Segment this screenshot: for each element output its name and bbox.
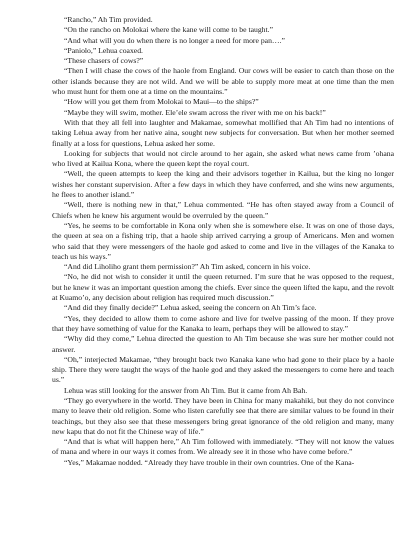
paragraph: Lehua was still looking for the answer from Ah Tim. But it came from Ah Bah. xyxy=(64,385,308,395)
paragraph: “Why did they come,” Lehua directed the question to Ah Tim because she was sure her mother could not answer. xyxy=(52,334,394,354)
paragraph: “And did they finally decide?” Lehua asked, seeing the concern on Ah Tim’s face. xyxy=(64,303,317,313)
paragraph: “Yes,” Makamae nodded. “Already they have trouble in their own countries. One of the Kana- xyxy=(64,457,355,467)
paragraph: “Paniolo,” Lehua coaxed. xyxy=(64,45,143,55)
paragraph: “They go everywhere in the world. They have been in China for many makahiki, but they do not convince many to leave their old religion. Some who listen carefully see that there are similar values to be found in their teachings, but they also see that these messengers bring great ignorance of the old religion and many, many new kapu that do not fit the Chinese way of life.” xyxy=(52,395,394,436)
paragraph: “Rancho,” Ah Tim provided. xyxy=(64,15,153,24)
paragraph: “Yes, he seems to be comfortable in Kona only when she is somewhere else. It was on one of those days, the queen at sea on a fishing trip, that a haole ship arrived carrying a group of Americans. Men and women who said that they were messengers of the haole god asked to come and live in the villages of the Kanaka to teach us his ways.” xyxy=(52,220,394,261)
paragraph: “Yes, they decided to allow them to come ashore and live for twelve passing of the moon. If they prove that they have something of value for the Kanaka to learn, perhaps they will be allowed to stay.” xyxy=(52,313,394,333)
paragraph: “Well, there is nothing new in that,” Lehua commented. “He has often stayed away from a Council of Chiefs when he knew his argument would be overruled by the queen.” xyxy=(52,200,394,220)
paragraph: Looking for subjects that would not circle around to her again, she asked what news came from ’ohana who lived at Kailua Kona, where the queen kept the royal court. xyxy=(52,148,394,169)
paragraph: “And what will you do when there is no longer a need for more pan….” xyxy=(64,35,285,45)
paragraph: “Well, the queen attempts to keep the king and their advisors together in Kailua, but the king no longer wishes her constant supervision. After a few days in which they have conferred, and she wins new arguments, he flees to another island.” xyxy=(52,169,394,200)
paragraph: “Maybe they will swim, mother. Ele’ele swam across the river with me on his back!” xyxy=(64,107,326,117)
paragraph: “Then I will chase the cows of the haole from England. Our cows will be easier to catch than those on the other islands because they are not wild. And we will be able to supply more meat at one time than the men who must hunt for them one at a time on the mountains.” xyxy=(52,66,394,97)
paragraph: “On the rancho on Molokai where the kane will come to be taught.” xyxy=(64,25,273,35)
paragraph: “And did Liholiho grant them permission?” Ah Tim asked, concern in his voice. xyxy=(64,262,311,272)
paragraph: “Oh,” interjected Makamae, “they brought back two Kanaka kane who had gone to their place by a haole ship. There they were taught the ways of the haole god and they asked the messengers to come here and teach us.” xyxy=(52,354,394,385)
paragraph: With that they all fell into laughter and Makamae, somewhat mollified that Ah Tim had no intentions of taking Lehua away from her native aina, sought new subjects for conversation. But when her mother seemed finally at a loss for questions, Lehua asked her some. xyxy=(52,117,394,148)
paragraph: “No, he did not wish to consider it until the queen returned. I’m sure that he was opposed to the request, but he knew it was an important question among the chiefs. Ever since the queen lifted the kapu, and the revolt at Kuamo’o, any decision about religion has required much discussion.” xyxy=(52,272,394,303)
paragraph: “How will you get them from Molokai to Maui—to the ships?” xyxy=(64,97,259,107)
paragraph: “These chasers of cows?” xyxy=(64,56,144,66)
paragraph: “And that is what will happen here,” Ah Tim followed with immediately. “They will not know the values of mana and where in our ways it comes from. We already see it in those who have come before.” xyxy=(52,437,394,457)
